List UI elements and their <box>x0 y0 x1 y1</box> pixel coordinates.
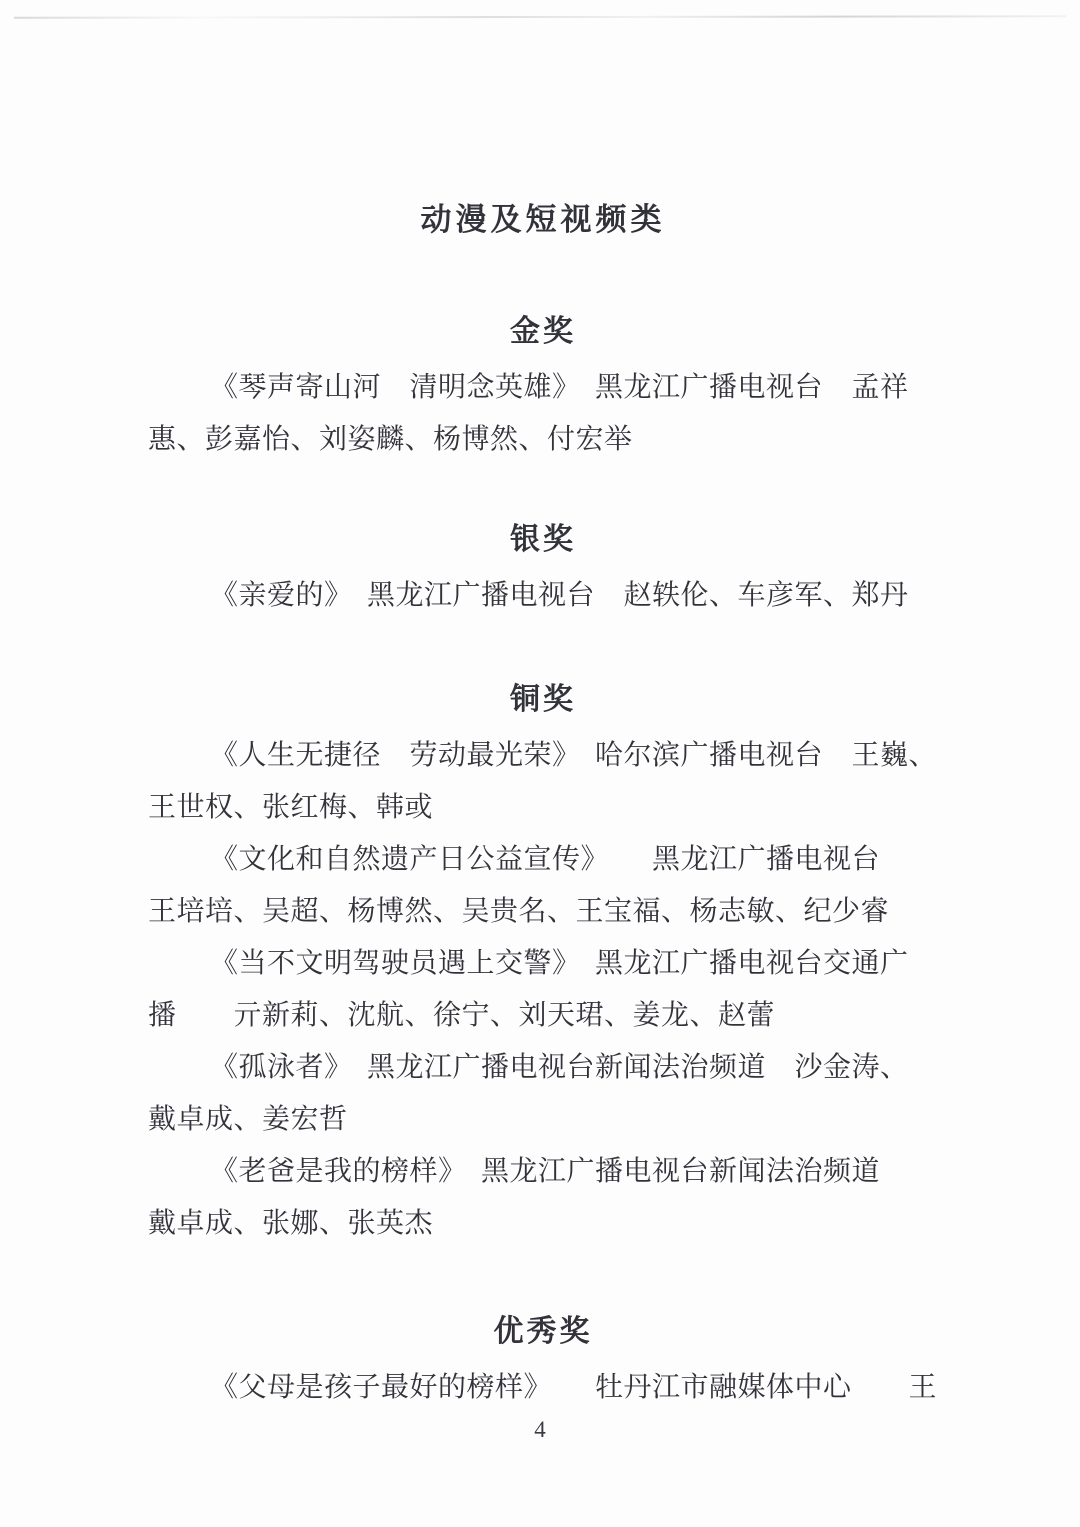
document-title: 动漫及短视频类 <box>420 202 666 237</box>
section-heading-bronze: 铜奖 <box>510 683 576 716</box>
award-entry-line: 《老爸是我的榜样》 黑龙江广播电视台新闻法治频道 <box>210 1156 881 1187</box>
award-entry-line: 王培培、吴超、杨博然、吴贵名、王宝福、杨志敏、纪少睿 <box>148 896 890 927</box>
award-entry-line: 惠、彭嘉怡、刘姿麟、杨博然、付宏举 <box>148 424 633 455</box>
award-entry-line: 王世权、张红梅、韩或 <box>148 792 434 823</box>
page-number: 4 <box>534 1417 546 1442</box>
award-entry-line: 《琴声寄山河 清明念英雄》 黑龙江广播电视台 孟祥 <box>210 372 909 403</box>
award-entry-line: 《人生无捷径 劳动最光荣》 哈尔滨广播电视台 王巍、 <box>210 740 938 771</box>
award-entry-line: 《当不文明驾驶员遇上交警》 黑龙江广播电视台交通广 <box>210 948 909 979</box>
award-entry-line: 戴卓成、姜宏哲 <box>148 1104 348 1135</box>
award-entry-line: 《文化和自然遗产日公益宣传》 黑龙江广播电视台 <box>210 844 881 875</box>
section-heading-excellence: 优秀奖 <box>493 1315 593 1348</box>
award-entry-line: 《父母是孩子最好的榜样》 牡丹江市融媒体中心 王 <box>210 1372 938 1403</box>
award-entry-line: 《亲爱的》 黑龙江广播电视台 赵轶伦、车彦军、郑丹 <box>210 580 909 611</box>
section-heading-silver: 银奖 <box>510 523 576 556</box>
award-entry-line: 戴卓成、张娜、张英杰 <box>148 1208 434 1239</box>
award-entry-line: 播 亓新莉、沈航、徐宁、刘天珺、姜龙、赵蕾 <box>148 1000 776 1031</box>
section-heading-gold: 金奖 <box>510 315 576 348</box>
award-entry-line: 《孤泳者》 黑龙江广播电视台新闻法治频道 沙金涛、 <box>210 1052 909 1083</box>
